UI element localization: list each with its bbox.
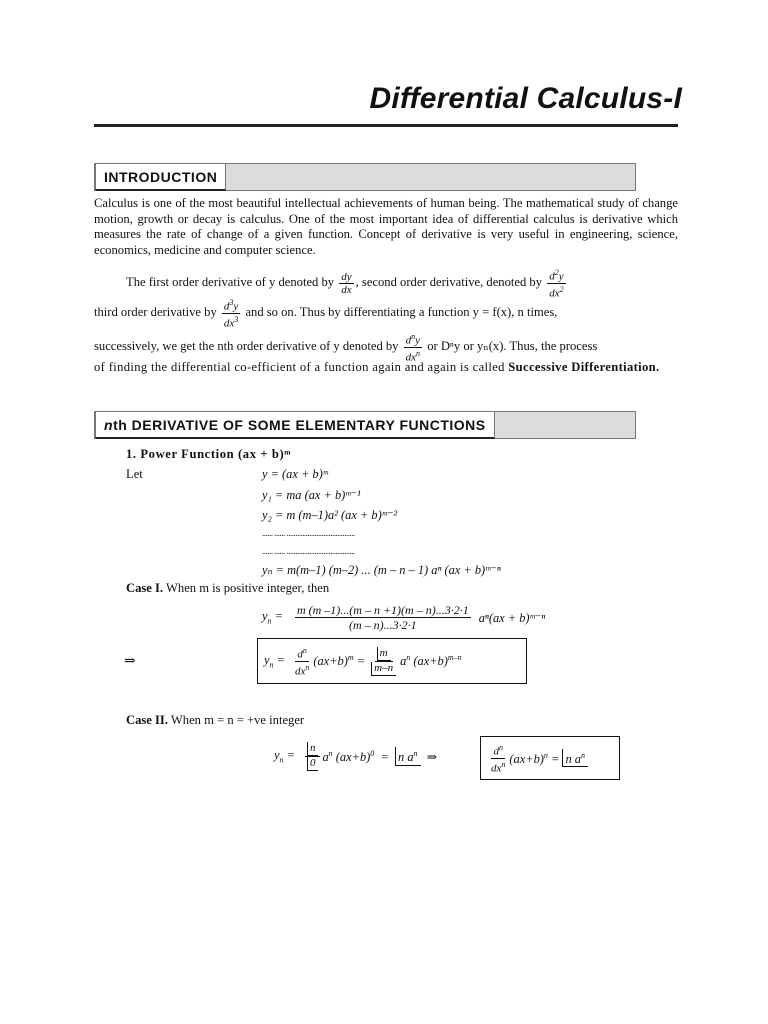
intro-p2-f: or Dⁿy or yₙ(x). Thus, the process xyxy=(427,339,598,354)
case2-label: Case II. xyxy=(126,713,168,727)
title-rule xyxy=(94,124,678,127)
case1-boxed-result xyxy=(257,638,527,684)
intro-heading: INTRODUCTION xyxy=(95,163,226,191)
nth-heading-n: n xyxy=(104,417,114,433)
intro-p2-a: The first order derivative of y denoted by xyxy=(126,275,335,290)
case1-text: When m is positive integer, then xyxy=(166,581,330,595)
implies-arrow: ⇒ xyxy=(124,654,136,669)
eq-dots-2: ...... ...... ....................................... xyxy=(262,546,355,556)
eq-y: y = (ax + b)ᵐ xyxy=(262,467,328,481)
intro-p2-line2 xyxy=(94,297,557,329)
eq-y2: y₂ = m (m–1)a² (ax + b)ᵐ⁻² xyxy=(262,508,398,522)
case2-boxed-result xyxy=(480,736,620,780)
dny-dxn-fraction: $\frac{d^ny}{dx^n}$ xyxy=(405,332,421,364)
dy-dx-fraction: $\frac{dy}{dx}$ xyxy=(341,270,352,296)
case1-tail: aⁿ(ax + b)ᵐ⁻ⁿ xyxy=(478,610,546,625)
intro-paragraph-1: Calculus is one of the most beautiful intellectual achievements of human being. The mathematical study of change motion, growth or decay is calculus. One of the most important idea of differential calculus is derivative which measures the rate of change of a given function. Concept of derivative is very useful in engineering, science, economics, medicine and computer science. xyxy=(94,196,678,257)
eq-dots-1: ...... ...... ....................................... xyxy=(262,528,355,538)
intro-p2-b: , second order derivative, denoted by xyxy=(355,275,543,290)
intro-p2-line1 xyxy=(126,267,568,299)
intro-p2-d: and so on. Thus by differentiating a function y = f(x), n times, xyxy=(245,305,558,320)
case1-numerator: m (m –1)...(m – n +1)(m – n)...3·2·1 xyxy=(296,603,469,617)
intro-p2-g: of finding the differential co-efficient of a function again and again is called xyxy=(94,360,505,374)
nth-heading xyxy=(95,411,495,439)
nth-heading-rest: th DERIVATIVE OF SOME ELEMENTARY FUNCTIONS xyxy=(113,417,486,433)
d2y-dx2-fraction: $\frac{d^2y}{dx^2}$ xyxy=(549,268,564,300)
intro-p2-line4 xyxy=(94,360,678,376)
let-label: Let xyxy=(126,467,143,481)
nth-section-bar xyxy=(94,411,636,439)
case1-boxed-equation: $y_n$ = $\frac{d^n}{dx^n}$ $(ax+b)^m$ = $\frac{m}{m-n}$ $a^n$ $(ax+b)^{m-n}$ xyxy=(264,646,462,678)
case1-fraction xyxy=(295,603,471,632)
chapter-title: Differential Calculus-I xyxy=(369,82,682,115)
successive-differentiation-term: Successive Differentiation. xyxy=(508,360,660,374)
case1-denominator: (m – n)...3·2·1 xyxy=(349,618,417,632)
eq-yn: yₙ = m(m–1) (m–2) ... (m – n – 1) aⁿ (ax + b)ᵐ⁻ⁿ xyxy=(262,563,501,577)
power-function-heading: 1. Power Function (ax + b)ᵐ xyxy=(126,447,292,461)
eq-y1: y₁ = ma (ax + b)ᵐ⁻¹ xyxy=(262,488,361,502)
intro-p2-c: third order derivative by xyxy=(94,305,217,320)
case2-line xyxy=(126,713,304,728)
intro-p2-e: successively, we get the nth order derivative of y denoted by xyxy=(94,339,399,354)
d3y-dx3-fraction: $\frac{d^3y}{dx^3}$ xyxy=(223,298,239,330)
case1-line xyxy=(126,581,329,596)
case2-equation: $y_n$ = $\frac{n}{0}$ $a^n$ $(ax+b)^0 = n$ $a^n$ ⇒ xyxy=(274,742,438,769)
case2-text: When m = n = +ve integer xyxy=(170,713,305,727)
case2-boxed-equation: $\frac{d^n}{dx^n}$ $(ax+b)^n = n$ $a^n$ xyxy=(487,742,588,774)
case1-label: Case I. xyxy=(126,581,164,595)
case1-yn-equation: $y_n$ = $\frac{m (m -1)...(m - n +1)(m - n)...3\cdot 2\cdot 1}{(m - n)...3\cdot 2\cdot 1}$ aⁿ(ax + b)ᵐ⁻ⁿ xyxy=(262,603,546,632)
intro-p2-line3 xyxy=(94,331,597,363)
intro-section-bar xyxy=(94,163,636,191)
